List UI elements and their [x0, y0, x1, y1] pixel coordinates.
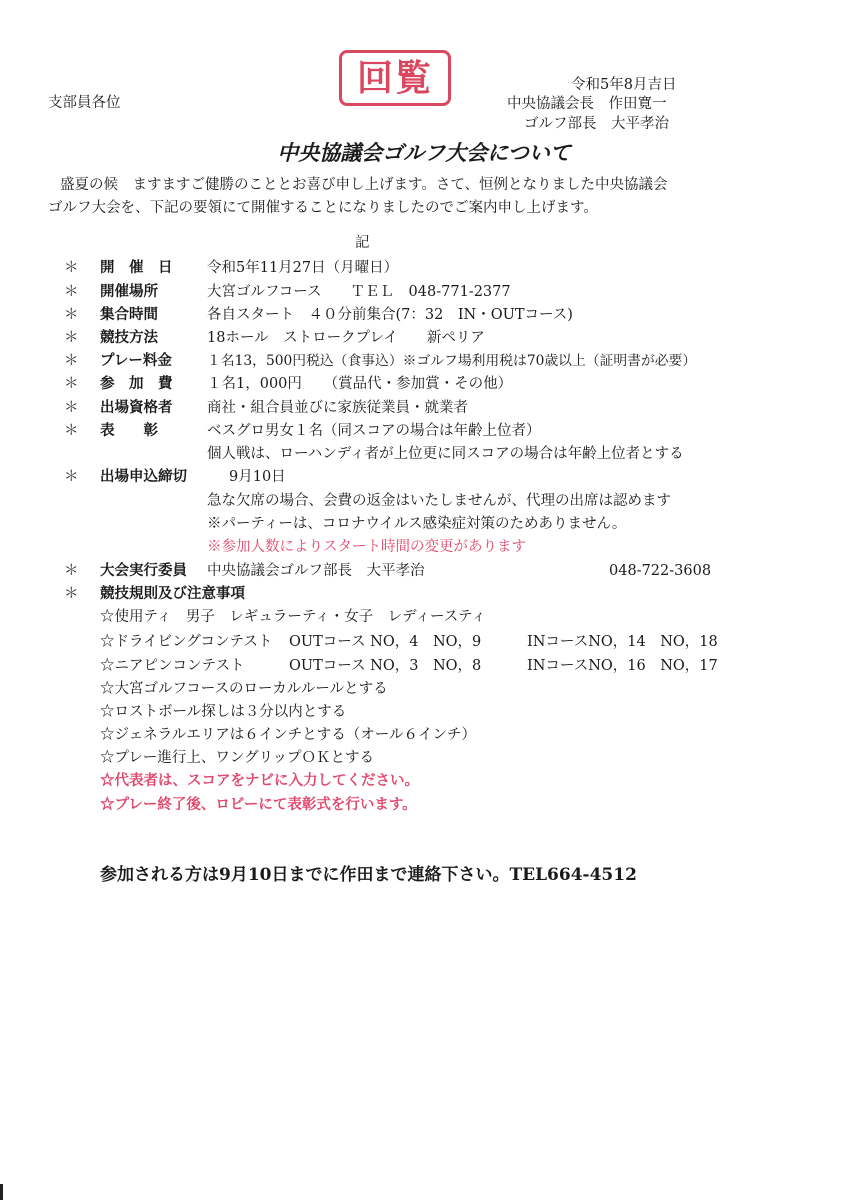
bullet-mark: ＊ — [64, 330, 79, 346]
rule-general-area: ☆ジェネラルエリアは６インチとする（オール６インチ） — [100, 727, 476, 743]
item-value: ベスグロ男女１名（同スコアの場合は年齢上位者） — [207, 423, 541, 439]
award-note: 個人戦は、ローハンディ者が上位更に同スコアの場合は年齢上位者とする — [207, 446, 684, 462]
item-label: プレー料金 — [100, 352, 172, 369]
circulation-stamp: 回覧 — [339, 50, 451, 106]
rule-driving-out: OUTコース NO，4 NO，9 — [289, 634, 482, 650]
deadline-note-refund: 急な欠席の場合、会費の返金はいたしませんが、代理の出席は認めます — [207, 493, 671, 509]
item-label: 参 加 費 — [100, 375, 173, 392]
sender-golf-head: ゴルフ部長 大平孝治 — [524, 116, 669, 132]
scan-edge-mark — [0, 1184, 3, 1200]
rule-ceremony: ☆プレー終了後、ロビーにて表彰式を行います。 — [100, 796, 417, 813]
greeting-line-2: ゴルフ大会を、下記の要領にて開催することになりましたのでご案内申し上げます。 — [48, 200, 598, 216]
rule-nearpin-contest: ☆ニアピンコンテスト — [100, 658, 245, 674]
item-value: 令和5年11月27日（月曜日） — [207, 260, 399, 276]
contact-footer: 参加される方は9月10日までに作田まで連絡下さい。TEL664-4512 — [100, 865, 637, 885]
item-label: 開 催 日 — [100, 259, 173, 276]
item-label: 出場資格者 — [100, 399, 173, 416]
rule-score-entry: ☆代表者は、スコアをナビに入力してください。 — [100, 772, 419, 789]
item-value: 商社・組合員並びに家族従業員・就業者 — [207, 400, 468, 416]
item-value: 中央協議会ゴルフ部長 大平孝治 — [207, 563, 425, 579]
item-label: 出場申込締切 — [100, 468, 187, 485]
rule-one-grip: ☆プレー進行上、ワングリップＯＫとする — [100, 750, 375, 766]
rule-nearpin-out: OUTコース NO，3 NO，8 — [289, 658, 482, 674]
rule-lost-ball: ☆ロストボール探しは３分以内とする — [100, 704, 347, 720]
issue-date: 令和5年8月吉日 — [571, 77, 677, 93]
item-label: 競技方法 — [100, 329, 158, 346]
greeting-line-1: 盛夏の候 ますますご健勝のこととお喜び申し上げます。さて、恒例となりました中央協議会 — [60, 177, 668, 193]
bullet-mark: ＊ — [64, 376, 79, 392]
bullet-mark: ＊ — [64, 260, 79, 276]
bullet-mark: ＊ — [64, 353, 79, 369]
item-value: １名1，000円 （賞品代・参加賞・その他） — [207, 376, 513, 392]
item-value: 大宮ゴルフコース ＴＥＬ 048-771-2377 — [207, 284, 511, 300]
item-label: 開催場所 — [100, 283, 158, 300]
item-label: 大会実行委員 — [100, 562, 187, 579]
item-label: 競技規則及び注意事項 — [100, 585, 245, 602]
sender-chairman: 中央協議会長 作田寛一 — [507, 96, 667, 112]
item-value: 18ホール ストロークプレイ 新ペリア — [207, 330, 485, 346]
bullet-mark: ＊ — [64, 423, 79, 439]
bullet-mark: ＊ — [64, 307, 79, 323]
deadline-note-party: ※パーティーは、コロナウイルス感染症対策のためありません。 — [207, 516, 627, 532]
rule-driving-contest: ☆ドライビングコンテスト — [100, 634, 273, 650]
addressee: 支部員各位 — [48, 95, 121, 111]
item-value: 9月10日 — [229, 469, 286, 485]
rule-nearpin-in: INコースNO，16 NO，17 — [527, 658, 718, 674]
rule-tee: ☆使用ティ 男子 レギュラーティ・女子 レディースティ — [100, 609, 486, 625]
committee-tel: 048-722-3608 — [609, 563, 712, 579]
bullet-mark: ＊ — [64, 284, 79, 300]
rule-local: ☆大宮ゴルフコースのローカルルールとする — [100, 681, 388, 697]
bullet-mark: ＊ — [64, 400, 79, 416]
bullet-mark: ＊ — [64, 563, 79, 579]
item-label: 表 彰 — [100, 422, 158, 439]
item-value: １名13，500円税込（食事込）※ゴルフ場利用税は70歳以上（証明書が必要） — [207, 353, 697, 369]
item-value: 各自スタート ４０分前集合(7：32 IN・OUTコース) — [207, 307, 573, 323]
bullet-mark: ＊ — [64, 586, 79, 602]
ki-heading: 記 — [355, 235, 370, 251]
bullet-mark: ＊ — [64, 469, 79, 485]
deadline-note-start-time: ※参加人数によりスタート時間の変更があります — [207, 539, 526, 555]
rule-driving-in: INコースNO，14 NO，18 — [527, 634, 718, 650]
item-label: 集合時間 — [100, 306, 158, 323]
document-title: 中央協議会ゴルフ大会について — [277, 140, 571, 165]
